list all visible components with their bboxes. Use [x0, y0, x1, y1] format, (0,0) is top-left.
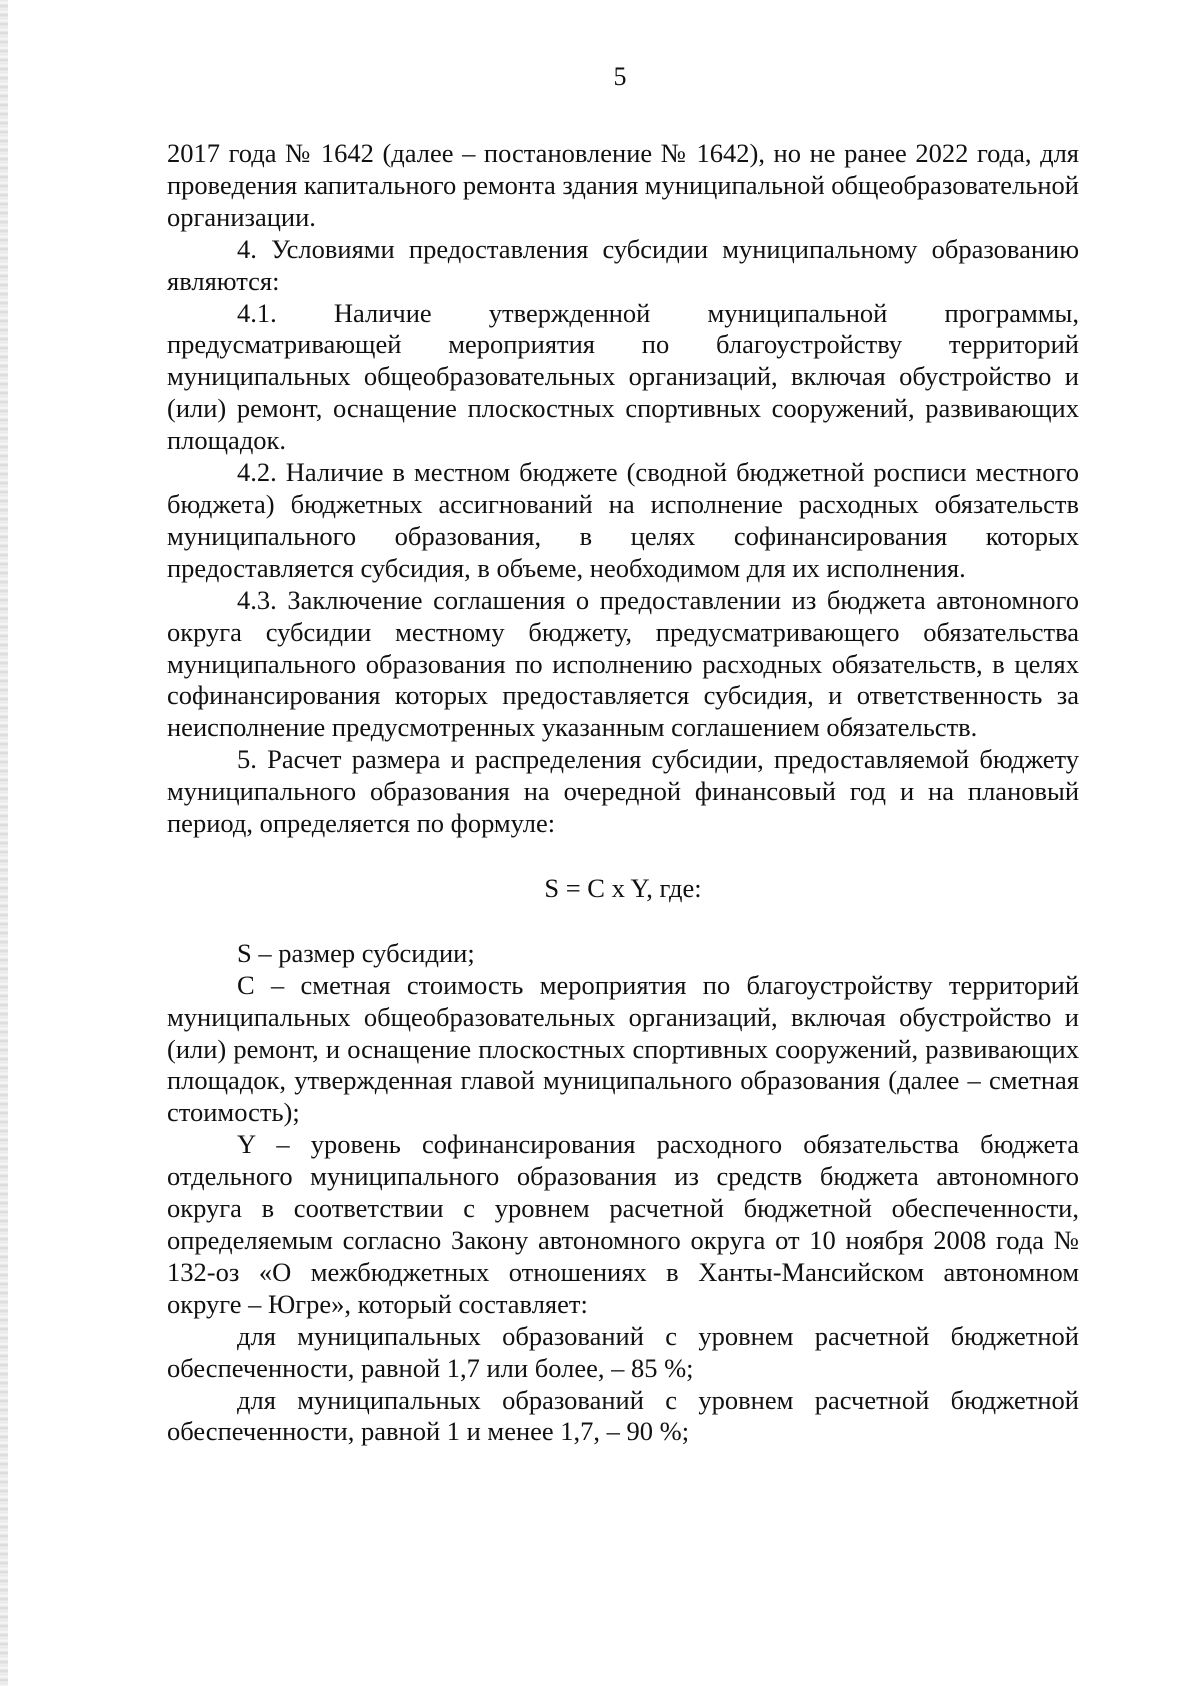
definition-y: Y – уровень софинансирования расходного обязательства бюджета отдельного муниципального образования из средств бюджета автономного округа в соответствии с уровнем расчетной бюджетной обеспеченности, определяемым согласно Закону автономного округа от 10 ноября 2008 года № 132-оз «О межбюджетных отношениях в Ханты-Мансийском автономном округе – Югре», который составляет:	[167, 1129, 1079, 1319]
document-body	[167, 138, 1079, 1448]
paragraph-clause-4: 4. Условиями предоставления субсидии муниципальному образованию являются:	[167, 233, 1079, 296]
scan-edge	[0, 0, 8, 1686]
definition-s: S – размер субсидии;	[237, 937, 475, 968]
paragraph-clause-4-2: 4.2. Наличие в местном бюджете (сводной бюджетной росписи местного бюджета) бюджетных ассигнований на исполнение расходных обязательств муниципального образования, в целях софинансирования которых предоставляется субсидия, в объеме, необходимом для их исполнения.	[167, 457, 1079, 583]
page-number: 5	[613, 62, 627, 91]
rate-90-percent: для муниципальных образований с уровнем расчетной бюджетной обеспеченности, равной 1 и менее 1,7, – 90 %;	[167, 1384, 1079, 1447]
rate-85-percent: для муниципальных образований с уровнем расчетной бюджетной обеспеченности, равной 1,7 или более, – 85 %;	[167, 1320, 1079, 1383]
paragraph-clause-5: 5. Расчет размера и распределения субсидии, предоставляемой бюджету муниципального образования на очередной финансовый год и на плановый период, определяется по формуле:	[167, 744, 1079, 839]
formula: S = C x Y, где:	[544, 872, 702, 903]
definition-c: C – сметная стоимость мероприятия по благоустройству территорий муниципальных общеобразовательных организаций, включая обустройство и (или) ремонт, и оснащение плоскостных спортивных сооружений, развивающих площадок, утвержденная главой муниципального образования (далее – сметная стоимость);	[167, 969, 1079, 1128]
paragraph-continuation: 2017 года № 1642 (далее – постановление № 1642), но не ранее 2022 года, для проведения капитального ремонта здания муниципальной общеобразовательной организации.	[167, 138, 1079, 232]
paragraph-clause-4-3: 4.3. Заключение соглашения о предоставлении из бюджета автономного округа субсидии местному бюджету, предусматривающего обязательства муниципального образования по исполнению расходных обязательств, в целях софинансирования которых предоставляется субсидия, и ответственность за неисполнение предусмотренных указанным соглашением обязательств.	[167, 584, 1079, 743]
paragraph-clause-4-1: 4.1. Наличие утвержденной муниципальной программы, предусматривающей мероприятия по благоустройству территорий муниципальных общеобразовательных организаций, включая обустройство и (или) ремонт, оснащение плоскостных спортивных сооружений, развивающих площадок.	[167, 297, 1079, 456]
